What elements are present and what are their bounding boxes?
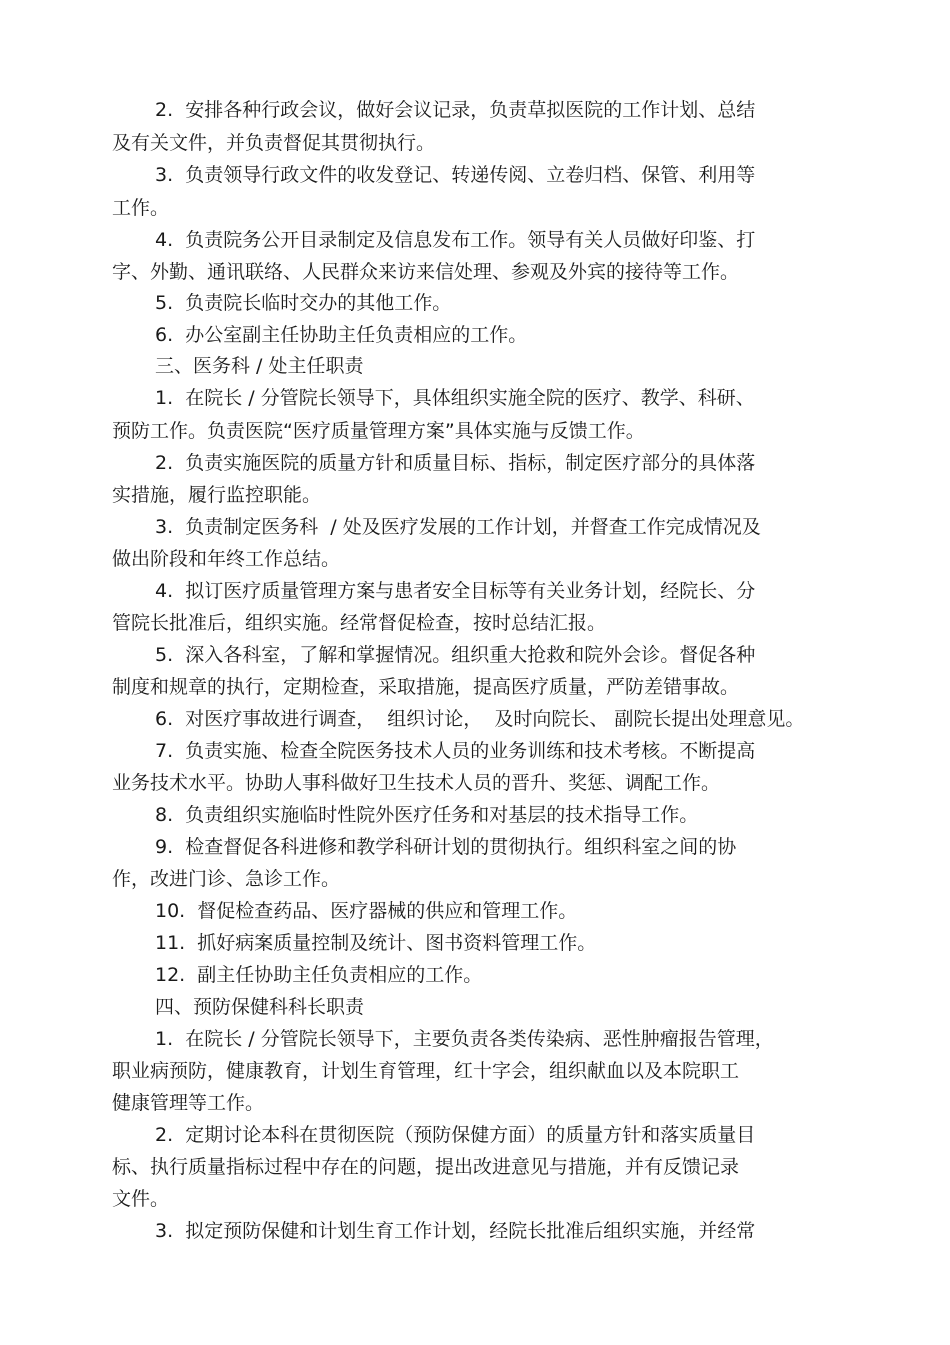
text-line: 12. 副主任协助主任负责相应的工作。: [155, 964, 483, 986]
text-line: 标、执行质量指标过程中存在的问题，提出改进意见与措施，并有反馈记录: [112, 1156, 740, 1178]
text-line: 字、外勤、通讯联络、人民群众来访来信处理、参观及外宾的接待等工作。: [112, 261, 740, 283]
text-line: 4. 拟订医疗质量管理方案与患者安全目标等有关业务计划，经院长、分: [155, 580, 756, 602]
text-line: 3. 拟定预防保健和计划生育工作计划，经院长批准后组织实施，并经常: [155, 1220, 756, 1242]
text-line: 8. 负责组织实施临时性院外医疗任务和对基层的技术指导工作。: [155, 804, 699, 826]
text-line: 职业病预防，健康教育，计划生育管理，红十字会，组织献血以及本院职工: [112, 1060, 740, 1082]
text-line: 6. 对医疗事故进行调查， 组织讨论， 及时向院长、 副院长提出处理意见。: [155, 708, 805, 730]
text-line: 业务技术水平。协助人事科做好卫生技术人员的晋升、奖惩、调配工作。: [112, 772, 721, 794]
text-line: 9. 检查督促各科进修和教学科研计划的贯彻执行。组织科室之间的协: [155, 836, 737, 858]
text-line: 及有关文件，并负责督促其贯彻执行。: [112, 132, 436, 154]
text-line: 文件。: [112, 1188, 170, 1210]
text-line: 5. 负责院长临时交办的其他工作。: [155, 292, 452, 314]
text-line: 2. 负责实施医院的质量方针和质量目标、指标，制定医疗部分的具体落: [155, 452, 756, 474]
text-line: 5. 深入各科室，了解和掌握情况。组织重大抢救和院外会诊。督促各种: [155, 644, 756, 666]
text-line: 工作。: [112, 197, 170, 219]
section-heading: 四、预防保健科科长职责: [155, 996, 365, 1018]
text-line: 作，改进门诊、急诊工作。: [112, 868, 341, 890]
text-line: 健康管理等工作。: [112, 1092, 265, 1114]
text-line: 2. 定期讨论本科在贯彻医院（预防保健方面）的质量方针和落实质量目: [155, 1124, 756, 1146]
text-line: 4. 负责院务公开目录制定及信息发布工作。领导有关人员做好印鉴、打: [155, 229, 756, 251]
text-line: 1. 在院长 / 分管院长领导下，主要负责各类传染病、恶性肿瘤报告管理，: [155, 1028, 774, 1050]
text-line: 1. 在院长 / 分管院长领导下，具体组织实施全院的医疗、教学、科研、: [155, 387, 755, 409]
text-line: 制度和规章的执行，定期检查，采取措施，提高医疗质量，严防差错事故。: [112, 676, 740, 698]
text-line: 3. 负责制定医务科 / 处及医疗发展的工作计划，并督查工作完成情况及: [155, 516, 761, 538]
text-line: 管院长批准后，组织实施。经常督促检查，按时总结汇报。: [112, 612, 607, 634]
text-line: 6. 办公室副主任协助主任负责相应的工作。: [155, 324, 528, 346]
text-line: 11. 抓好病案质量控制及统计、图书资料管理工作。: [155, 932, 597, 954]
text-line: 10. 督促检查药品、医疗器械的供应和管理工作。: [155, 900, 578, 922]
text-line: 7. 负责实施、检查全院医务技术人员的业务训练和技术考核。不断提高: [155, 740, 756, 762]
text-line: 实措施，履行监控职能。: [112, 484, 322, 506]
text-line: 2. 安排各种行政会议，做好会议记录，负责草拟医院的工作计划、总结: [155, 99, 756, 121]
section-heading: 三、医务科 / 处主任职责: [155, 355, 364, 377]
text-line: 做出阶段和年终工作总结。: [112, 548, 341, 570]
text-line: 预防工作。负责医院“医疗质量管理方案”具体实施与反馈工作。: [112, 420, 645, 442]
text-line: 3. 负责领导行政文件的收发登记、转递传阅、立卷归档、保管、利用等: [155, 164, 756, 186]
